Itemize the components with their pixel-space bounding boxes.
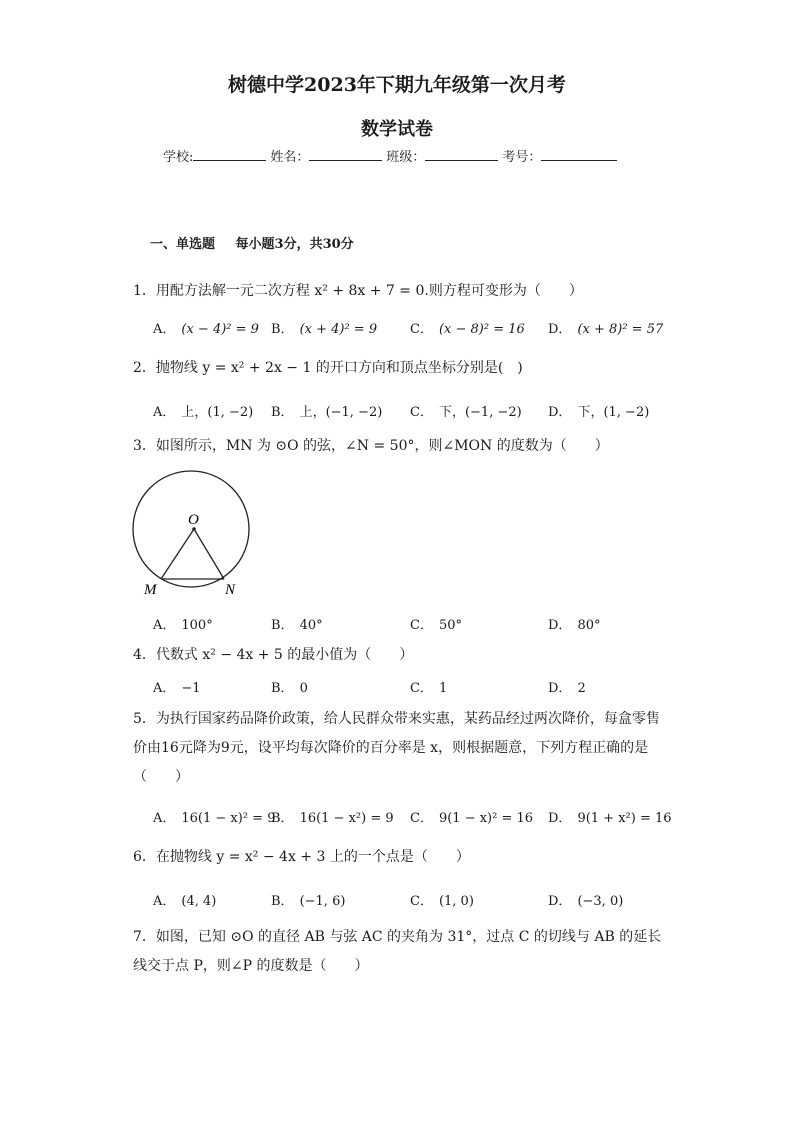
question-1: 1．用配方法解一元二次方程 x² + 8x + 7 = 0.则方程可变形为（ ） [133,283,583,299]
question-2: 2．抛物线 y = x² + 2x − 1 的开口方向和顶点坐标分别是( ) [133,360,523,376]
circle-figure [128,465,258,600]
option-a[interactable]: A． (x − 4)² = 9 [153,322,259,337]
option-b[interactable]: B． 0 [271,681,308,696]
option-c[interactable]: C． (1, 0) [410,894,474,909]
label-o: O [188,512,199,528]
class-blank[interactable] [425,146,498,161]
exam-number-label: 考号： [502,150,542,165]
option-b[interactable]: B． (−1, 6) [271,894,346,909]
label-n: N [225,582,236,598]
label-m: M [144,582,157,598]
student-info-row [163,146,621,165]
option-d[interactable]: D． 下，(1, −2) [548,405,650,420]
option-c[interactable]: C． 下，(−1, −2) [410,405,522,420]
option-a[interactable]: A． −1 [153,681,201,696]
exam-subtitle: 数学试卷 [361,119,433,140]
class-label: 班级： [386,150,426,165]
option-c[interactable]: C． 1 [410,681,448,696]
option-a[interactable]: A． (4, 4) [153,894,217,909]
option-a[interactable]: A． 上，(1, −2) [153,405,254,420]
radius-on [194,529,224,579]
question-4: 4．代数式 x² − 4x + 5 的最小值为（ ） [133,647,414,663]
section-title: 一、单选题 [150,237,216,252]
option-d[interactable]: D． (−3, 0) [548,894,624,909]
circle-o [133,471,249,587]
option-c[interactable]: C． 9(1 − x)² = 16 [410,811,534,826]
school-label: 学校: [163,150,194,165]
option-a[interactable]: A． 16(1 − x)² = 9 [153,811,276,826]
option-b[interactable]: B． 40° [271,618,323,633]
option-b[interactable]: B． 16(1 − x²) = 9 [271,811,394,826]
question-7: 7．如图，已知 ⊙O 的直径 AB 与弦 AC 的夹角为 31°，过点 C 的切线与 AB 的延长线交于点 P，则∠P 的度数是（ ） [133,929,662,974]
exam-title: 树德中学2023年下期九年级第一次月考 [228,74,566,96]
option-c[interactable]: C． (x − 8)² = 16 [410,322,525,337]
section-note: 每小题3分，共30分 [235,237,354,252]
question-6: 6．在抛物线 y = x² − 4x + 3 上的一个点是（ ） [133,849,470,865]
option-d[interactable]: D． 2 [548,681,586,696]
name-label: 姓名： [270,150,310,165]
option-d[interactable]: D． 80° [548,618,601,633]
option-b[interactable]: B． 上，(−1, −2) [271,405,383,420]
name-blank[interactable] [309,146,382,161]
question-3: 3．如图所示，MN 为 ⊙O 的弦，∠N = 50°，则∠MON 的度数为（ ） [133,438,609,454]
option-d[interactable]: D． 9(1 + x²) = 16 [548,811,672,826]
school-blank[interactable] [193,146,266,161]
exam-number-blank[interactable] [541,146,617,161]
question-5: 5．为执行国家药品降价政策，给人民群众带来实惠，某药品经过两次降价，每盒零售价由16元降为9元，设平均每次降价的百分率是 x，则根据题意，下列方程正确的是（ ） [133,711,660,785]
option-a[interactable]: A． 100° [153,618,213,633]
radius-om [161,529,194,579]
option-d[interactable]: D． (x + 8)² = 57 [548,322,664,337]
option-b[interactable]: B． (x + 4)² = 9 [271,322,378,337]
option-c[interactable]: C． 50° [410,618,462,633]
section-heading [150,233,354,252]
